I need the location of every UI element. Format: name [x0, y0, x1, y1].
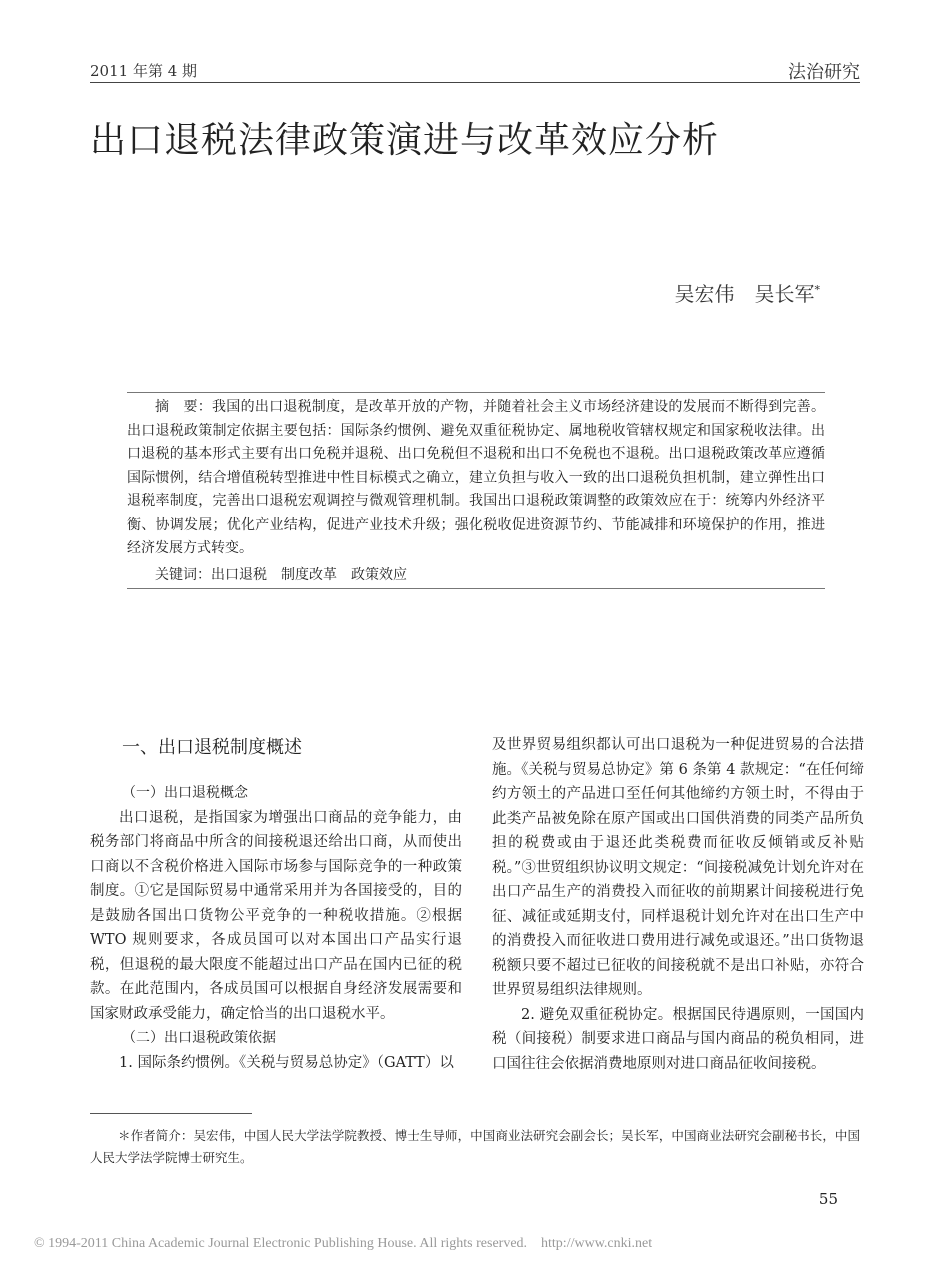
body-paragraph: 1. 国际条约惯例。《关税与贸易总协定》（GATT）以	[119, 1054, 454, 1071]
abstract	[127, 396, 825, 561]
abstract-label: 摘 要：	[155, 399, 213, 415]
author-names: 吴宏伟 吴长军	[674, 282, 815, 306]
body-paragraph: 及世界贸易组织都认可出口退税为一种促进贸易的合法措施。《关税与贸易总协定》第 6 条第 4 款规定：“在任何缔约方领土的产品进口至任何其他缔约方领土时，不得由于此类产品被免除在原产国或出口国供消费的同类产品所负担的税费或由于退还此类税费而征收反倾销或反补贴税。”③世贸组织协议明文规定：“间接税减免计划允许对在出口产品生产的消费投入而征收的前期累计间接税进行免征、减征或延期支付，同样退税计划允许对在出口生产中的消费投入而征收进口费用进行减免或退还。”出口货物退税额只要不超过已征收的间接税就不是出口补贴，亦符合世界贸易组织法律规则。	[492, 737, 864, 998]
copyright-notice: © 1994-2011 China Academic Journal Electronic Publishing House. All rights reserved. http://www.cnki.net	[34, 1236, 653, 1251]
header-divider	[90, 82, 860, 83]
page-number: 55	[818, 1190, 838, 1208]
body-left-column	[90, 733, 462, 1075]
subsection-heading: （二）出口退税政策依据	[122, 1030, 276, 1046]
subsection-heading: （一）出口退税概念	[122, 785, 248, 801]
keywords-text: 出口退税 制度改革 政策效应	[211, 567, 407, 583]
footnote-divider	[90, 1113, 252, 1114]
section-heading: 一、出口退税制度概述	[122, 737, 302, 758]
journal-issue: 2011 年第 4 期	[90, 62, 198, 80]
journal-name: 法治研究	[788, 62, 860, 83]
body-paragraph: 2. 避免双重征税协定。根据国民待遇原则，一国国内税（间接税）制要求进口商品与国内商品的税负相同，进口国往往会依据消费地原则对进口商品征收间接税。	[492, 1006, 864, 1072]
body-paragraph: 出口退税，是指国家为增强出口商品的竞争能力，由税务部门将商品中所含的间接税退还给出口商，从而使出口商以不含税价格进入国际市场参与国际竞争的一种政策制度。①它是国际贸易中通常采用并为各国接受的，目的是鼓励各国出口货物公平竞争的一种税收措施。②根据 WTO 规则要求，各成员国可以对本国出口产品实行退税，但退税的最大限度不能超过出口产品在国内已征的税款。在此范围内，各成员国可以根据自身经济发展需要和国家财政承受能力，确定恰当的出口退税水平。	[90, 809, 462, 1022]
footnote-text: ＊作者简介：吴宏伟，中国人民大学法学院教授、博士生导师，中国商业法研究会副会长；吴长军，中国商业法研究会副秘书长，中国人民大学法学院博士研究生。	[90, 1128, 860, 1165]
keywords	[155, 564, 407, 584]
keywords-label: 关键词：	[155, 567, 211, 583]
abstract-text: 我国的出口退税制度，是改革开放的产物，并随着社会主义市场经济建设的发展而不断得到完善。出口退税政策制定依据主要包括：国际条约惯例、避免双重征税协定、属地税收管辖权规定和国家税收法律。出口退税的基本形式主要有出口免税并退税、出口免税但不退税和出口不免税也不退税。出口退税政策改革应遵循国际惯例，结合增值税转型推进中性目标模式之确立，建立负担与收入一致的出口退税负担机制，建立弹性出口退税率制度，完善出口退税宏观调控与微观管理机制。我国出口退税政策调整的政策效应在于：统筹内外经济平衡、协调发展；优化产业结构，促进产业技术升级；强化税收促进资源节约、节能减排和环境保护的作用，推进经济发展方式转变。	[127, 399, 826, 556]
article-title: 出口退税法律政策演进与改革效应分析	[90, 120, 720, 161]
body-right-column	[492, 733, 864, 1076]
abstract-bottom-divider	[127, 588, 825, 589]
abstract-top-divider	[127, 392, 825, 393]
article-authors	[675, 278, 821, 307]
author-footnote	[90, 1125, 860, 1169]
author-footnote-mark: *	[814, 283, 820, 297]
